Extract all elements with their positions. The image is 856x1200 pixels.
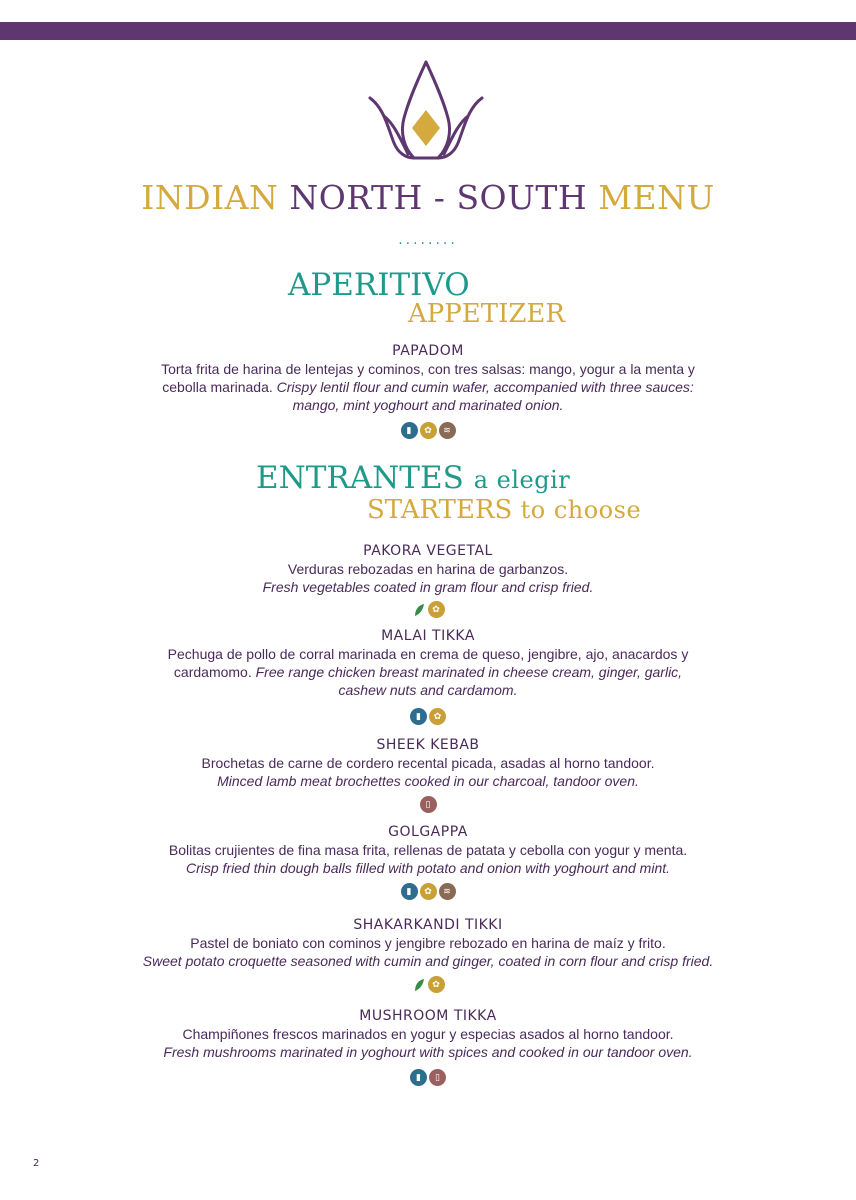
title-part-indian: INDIAN bbox=[141, 178, 290, 217]
lotus-logo-icon bbox=[364, 58, 488, 168]
menu-item-golgappa bbox=[0, 823, 856, 900]
item-description bbox=[0, 560, 856, 596]
appetizer-heading-es: APERITIVO bbox=[288, 267, 470, 303]
item-desc-es: Torta frita de harina de lentejas y cominos, con tres salsas: mango, yogur a la menta y cebolla marinada. bbox=[161, 361, 695, 395]
allergen-icons bbox=[0, 601, 856, 618]
item-desc-en: Fresh mushrooms marinated in yoghourt with spices and cooked in our tandoor oven. bbox=[163, 1044, 693, 1060]
item-desc-en: Fresh vegetables coated in gram flour and crisp fried. bbox=[262, 579, 594, 595]
dairy-icon: ▮ bbox=[410, 708, 427, 725]
item-description bbox=[0, 1025, 856, 1061]
gluten-icon: ✿ bbox=[428, 601, 445, 618]
item-desc-en: Crispy lentil flour and cumin wafer, accompanied with three sauces: mango, mint yoghourt and marinated onion. bbox=[276, 379, 694, 413]
item-desc-es: Champiñones frescos marinados en yogur y especias asados al horno tandoor. bbox=[182, 1026, 674, 1042]
item-description bbox=[0, 754, 856, 790]
gluten-icon: ✿ bbox=[420, 422, 437, 439]
starters-heading-en-suffix: to choose bbox=[520, 496, 642, 524]
starters-heading-en-main: STARTERS bbox=[367, 495, 513, 525]
page-title bbox=[0, 178, 856, 218]
allergen-icons bbox=[0, 976, 856, 993]
page-number: 2 bbox=[33, 1158, 40, 1169]
allergen-icons bbox=[0, 796, 856, 813]
gluten-icon: ✿ bbox=[420, 883, 437, 900]
item-description bbox=[0, 841, 856, 877]
menu-item-shakarkandi-tikki bbox=[0, 916, 856, 993]
grain-icon: ≋ bbox=[439, 422, 456, 439]
gluten-icon: ✿ bbox=[428, 976, 445, 993]
item-desc-en: Crisp fried thin dough balls filled with potato and onion with yoghourt and mint. bbox=[185, 860, 671, 876]
item-name: GOLGAPPA bbox=[388, 824, 468, 840]
menu-item-malai-tikka bbox=[0, 627, 856, 725]
vegan-leaf-icon bbox=[412, 601, 426, 618]
allergen-icons bbox=[0, 883, 856, 900]
starters-heading-es bbox=[256, 460, 571, 496]
item-desc-es: Bolitas crujientes de fina masa frita, rellenas de patata y cebolla con yogur y menta. bbox=[168, 842, 688, 858]
dairy-icon: ▮ bbox=[401, 883, 418, 900]
menu-item-papadom bbox=[0, 342, 856, 439]
item-desc-en: Minced lamb meat brochettes cooked in our charcoal, tandoor oven. bbox=[217, 773, 639, 789]
menu-item-pakora-vegetal bbox=[0, 542, 856, 618]
title-part-north-south: NORTH - SOUTH bbox=[289, 178, 588, 217]
item-description bbox=[163, 645, 693, 699]
item-desc-en: Sweet potato croquette seasoned with cumin and ginger, coated in corn flour and crisp fried. bbox=[142, 953, 714, 969]
item-name: SHAKARKANDI TIKKI bbox=[353, 917, 503, 933]
item-name: MALAI TIKKA bbox=[381, 628, 475, 644]
top-bar bbox=[0, 22, 856, 40]
menu-item-sheek-kebab bbox=[0, 736, 856, 813]
item-desc-en: Free range chicken breast marinated in cheese cream, ginger, garlic, cashew nuts and cardamom. bbox=[255, 664, 683, 698]
item-description bbox=[143, 360, 713, 414]
vegan-leaf-icon bbox=[412, 976, 426, 993]
mustard-icon: ▯ bbox=[420, 796, 437, 813]
dairy-icon: ▮ bbox=[410, 1069, 427, 1086]
allergen-icons bbox=[0, 1069, 856, 1086]
title-dots: ........ bbox=[398, 232, 458, 248]
starters-heading-es-main: ENTRANTES bbox=[256, 460, 464, 496]
item-description bbox=[0, 934, 856, 970]
starters-heading-en bbox=[367, 497, 641, 523]
gluten-icon: ✿ bbox=[429, 708, 446, 725]
menu-item-mushroom-tikka bbox=[0, 1007, 856, 1086]
item-desc-es: Verduras rebozadas en harina de garbanzos. bbox=[287, 561, 569, 577]
allergen-icons bbox=[0, 422, 856, 439]
item-desc-es: Pechuga de pollo de corral marinada en crema de queso, jengibre, ajo, anacardos y cardamomo. bbox=[167, 646, 689, 680]
item-name: SHEEK KEBAB bbox=[376, 737, 480, 753]
mustard-icon: ▯ bbox=[429, 1069, 446, 1086]
dairy-icon: ▮ bbox=[401, 422, 418, 439]
item-name: PAKORA VEGETAL bbox=[363, 543, 493, 559]
allergen-icons bbox=[0, 708, 856, 725]
starters-heading-es-suffix: a elegir bbox=[473, 466, 571, 494]
item-desc-es: Pastel de boniato con cominos y jengibre rebozado en harina de maíz y frito. bbox=[190, 935, 666, 951]
item-name: MUSHROOM TIKKA bbox=[359, 1008, 497, 1024]
grain-icon: ≋ bbox=[439, 883, 456, 900]
appetizer-heading-en: APPETIZER bbox=[408, 299, 565, 329]
title-part-menu: MENU bbox=[587, 178, 715, 217]
item-name: PAPADOM bbox=[392, 343, 464, 359]
item-desc-es: Brochetas de carne de cordero recental picada, asadas al horno tandoor. bbox=[201, 755, 655, 771]
